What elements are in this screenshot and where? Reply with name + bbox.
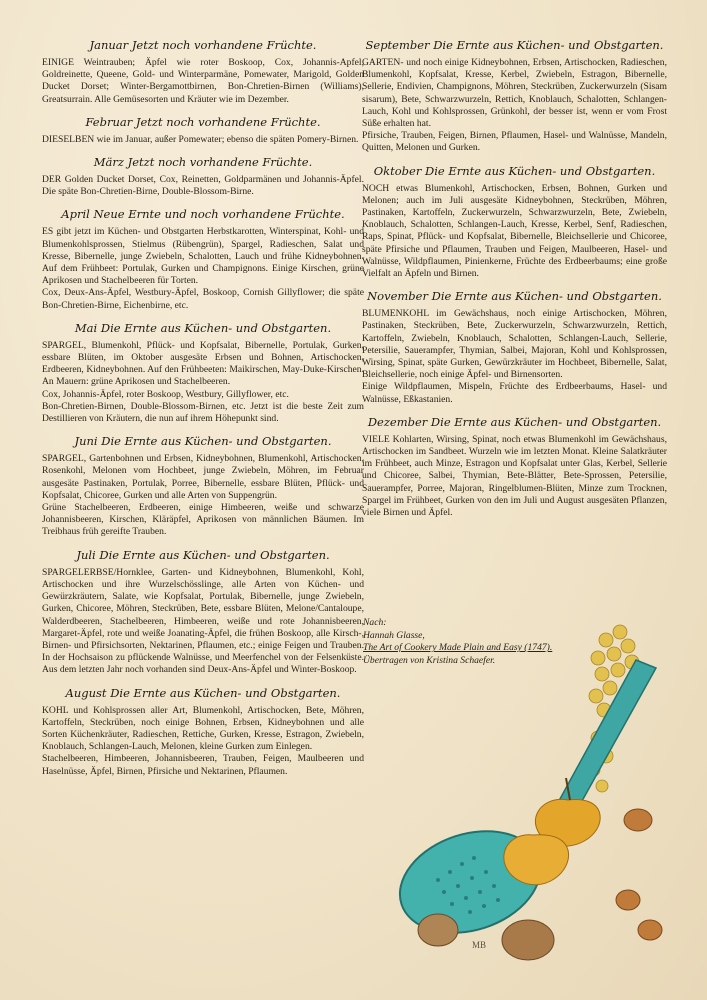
illustrator-signature: MB	[472, 940, 487, 950]
section-heading: Februar Jetzt noch vorhandene Früchte.	[85, 114, 321, 129]
section-heading: Januar Jetzt noch vorhandene Früchte.	[89, 38, 317, 52]
source-line: The Art of Cookery Made Plain and Easy (1747).	[363, 642, 553, 654]
source-line: Nach:	[363, 617, 387, 628]
section-november	[362, 289, 667, 406]
section-text: NOCH etwas Blumenkohl, Artischocken, Erbsen, Bohnen, Gurken und Melonen; auch im Juli ausgesäte Kidneybohnen, Steckrüben, Möhren, Pastinaken, Kartoffeln, Zuckerwurzeln, Schwarzwurzeln, Bete, Zwiebeln, Knoblauch, Schalotten, Schlangen-Lauch, Kresse, Kerbel, Senf, Radieschen, Raps, Spinat, Pflück- und Kopfsalat, Bibernelle, Bleichsellerie und Chicoree, späte Pfirsiche und Pflaumen, Trauben und Feigen, Maulbeeren, Hasel- und Walnüsse, Wildpflaumen, Pinienkerne, Früchte des Erdbeerbaums; eine große Vielfalt an Äpfeln und Birnen.	[362, 182, 667, 280]
section-text: EINIGE Weintrauben; Äpfel wie roter Boskoop, Cox, Johannis-Apfel, Goldreinette, Queene, Gold- und Winterparmäne, Pomewater, Marigold, Golden Ducket Dorset; Winter-Bergamottbirnen, Bon-Chretien-Birnen (Williams), Greatsurrain. Alle Gemüsesorten und Kräuter wie im Dezember.	[42, 57, 364, 105]
section-text: Pfirsiche, Trauben, Feigen, Birnen, Pflaumen, Hasel- und Walnüsse, Mandeln, Quitten, Melonen und Gurken.	[362, 130, 667, 154]
section-text: BLUMENKOHL im Gewächshaus, noch einige Artischocken, Möhren, Pastinaken, Steckrüben, Bete, Zuckerwurzeln, Schwarzwurzeln, Rettich, Kartoffeln, Zwiebeln, Knoblauch, Schalotten, Schlangen-Lauch, Sellerie, Petersilie, Sauerampfer, Thymian, Salbei, Majoran, Kohl und Kohlsprossen, Wirsing, Spinat, späte Gurken, Gewürzkräuter im Hochbeet, Bibernelle, Salat, Bleichsellerie, noch einige Äpfel- und Birnensorten.	[362, 308, 667, 381]
section-text: KOHL und Kohlsprossen aller Art, Blumenkohl, Artischocken, Bete, Möhren, Kartoffeln, Steckrüben, noch einige Bohnen, Erbsen, Kidneybohnen und alle Sorten Küchenkräuter, Radieschen, Rettiche, Gurken, Kresse, Estragon, Zwiebeln, Knoblauch, Schlangen-Lauch, Melonen, kleine Gurken zum Einlegen.	[42, 704, 364, 753]
section-april	[42, 207, 364, 311]
section-heading: Juni Die Ernte aus Küchen- und Obstgarten.	[74, 434, 332, 449]
section-februar	[42, 115, 364, 146]
section-text: SPARGEL, Gartenbohnen und Erbsen, Kidneybohnen, Blumenkohl, Artischocken, Rosenkohl, Melonen vom Hochbeet, junge Zwiebeln, Möhren, im Februar ausgesäte Pastinaken, Portulak, Porree, Bibernelle, essbare Blüten, Pflück- und Kopfsalat, Chicoree, Gurken und alle Arten von Suppengrün.	[42, 453, 364, 501]
section-text: Cox, Johannis-Äpfel, roter Boskoop, Westbury, Gillyflower, etc.	[42, 388, 289, 400]
section-text: Cox, Deux-Ans-Äpfel, Westbury-Äpfel, Boskoop, Cornish Gillyflower; die späte Bon-Chretien-Birne, Eichenbirne, etc.	[42, 287, 364, 311]
section-maerz	[42, 155, 364, 198]
section-heading: Mai Die Ernte aus Küchen- und Obstgarten.	[74, 320, 332, 335]
section-heading: Juli Die Ernte aus Küchen- und Obstgarten.	[76, 547, 330, 562]
source-line: Hannah Glasse,	[363, 629, 425, 641]
section-august	[42, 686, 364, 778]
section-text: Bon-Chretien-Birnen, Double-Blossom-Birnen, etc. Jetzt ist die beste Zeit zum Destillieren von Kräutern, die nun auf ihrem Höhepunkt sind.	[42, 400, 364, 425]
section-text: DER Golden Ducket Dorset, Cox, Reinetten, Goldparmänen und Johannis-Äpfel. Die späte Bon-Chretien-Birne, Double-Blossom-Birne.	[42, 174, 364, 198]
section-text: VIELE Kohlarten, Wirsing, Spinat, noch etwas Blumenkohl im Gewächshaus, Artischocken im Sandbeet. Wurzeln wie im letzten Monat. Kleine Salatkräuter im Frühbeet, auch Minze, Estragon und Kopfsalat unter Glas, Kerbel, Sellerie und Chicoree, Salbei, Thymian, Bete-Blätter, Bete-Sprossen, Petersilie, Sauerampfer, Porree, Majoran, Ringelblumen-Blüten, Minze zum Trocknen, Spargel im Frühbeet, Gurken von den im Juli und August ausgesäten Pflanzen, viele Birnen und Äpfel.	[362, 433, 667, 519]
section-juni	[42, 434, 364, 538]
section-juli	[42, 548, 364, 677]
section-heading: August Die Ernte aus Küchen- und Obstgarten.	[65, 685, 341, 700]
section-text: DIESELBEN wie im Januar, außer Pomewater; ebenso die späten Pomery-Birnen.	[42, 133, 359, 145]
section-september	[362, 38, 667, 155]
section-heading: Oktober Die Ernte aus Küchen- und Obstgarten.	[373, 163, 656, 178]
section-text: Stachelbeeren, Himbeeren, Johannisbeeren, Trauben, Feigen, Maulbeeren und Haselnüsse, Äpfel, Birnen, Pfirsiche und Nektarinen, Pflaumen.	[42, 753, 364, 777]
section-dezember	[362, 415, 667, 519]
section-text: SPARGEL, Blumenkohl, Pflück- und Kopfsalat, Bibernelle, Portulak, Gurken, essbare Blüten, im Oktober ausgesäte Erbsen und Bohnen, Artischocken, Erdbeeren, Kidneybohnen. Auf den Frühbeeten: Maikirschen, May-Duke-Kirschen. An Mauern: grüne Aprikosen und Stachelbeeren.	[42, 339, 364, 388]
section-heading: April Neue Ernte und noch vorhandene Früchte.	[61, 207, 345, 222]
section-heading: November Die Ernte aus Küchen- und Obstgarten.	[367, 289, 662, 304]
section-mai	[42, 321, 364, 425]
section-text: GARTEN- und noch einige Kidneybohnen, Erbsen, Artischocken, Radieschen, Blumenkohl, Kopfsalat, Kresse, Kerbel, Zwiebeln, Estragon, Bibernelle, Sellerie, Endivien, Champignons, Möhren, Steckrüben, Zuckerwurzeln (Sisam sisarum), Bete, Schwarzwurzeln, Rettich, Knoblauch, Schalotten, Schlangen-Lauch, Kohl und Kohlsprossen, Grünkohl, der besser ist, wenn er vom Frost Süße erhalten hat.	[362, 57, 667, 130]
right-column	[362, 38, 667, 528]
section-oktober	[362, 164, 667, 281]
section-heading: März Jetzt noch vorhandene Früchte.	[93, 155, 313, 170]
fruit-ladle-illustration	[388, 610, 688, 980]
section-text: SPARGELERBSE/Hornklee, Garten- und Kidneybohnen, Blumenkohl, Kohl, Artischocken und ihre Wurzelschösslinge, alle Arten von Küchen- und Gewürzkräutern, Salate, wie Kopfsalat, Portulak, Bibernelle, junge Zwiebeln, Gurken, Chicoree, Möhren, Steckrüben, Bete, essbare Blüten, Melone/Cantaloupe, Walderdbeeren, Stachelbeeren, Himbeeren, weiße und rote Johannisbeeren, Margaret-Äpfel, rote und weiße Joanating-Äpfel, die frühen Boskoop, alle Kirsch-, Birnen- und Pfirsichsorten, Nektarinen, Pflaumen, etc.; einige Feigen und Trauben. In der Hochsaison zu pflückende Walnüsse, und Meerfenchel von der Felsenküste. Aus dem letzten Jahr noch vorhanden sind Deux-Ans-Äpfel und Winter-Boskoop.	[42, 566, 364, 676]
section-januar	[42, 38, 364, 106]
left-column	[42, 38, 364, 787]
section-text: Einige Wildpflaumen, Mispeln, Früchte des Erdbeerbaums, Hasel- und Walnüsse, Eßkastanien.	[362, 381, 667, 405]
section-heading: September Die Ernte aus Küchen- und Obstgarten.	[365, 38, 664, 52]
section-heading: Dezember Die Ernte aus Küchen- und Obstgarten.	[367, 414, 662, 429]
section-text: Grüne Stachelbeeren, Erdbeeren, einige Himbeeren, weiße und schwarze Johannisbeeren, Kirschen, Kläräpfel, Aprikosen von männlichen Bäumen. Im Treibhaus früh gereifte Trauben.	[42, 502, 364, 538]
section-text: ES gibt jetzt im Küchen- und Obstgarten Herbstkarotten, Winterspinat, Kohl- und Blumenkohlsprossen, Stielmus (Rübengrün), Spargel, Radieschen, Salat und Kresse, Bibernelle, junge Zwiebeln, Schalotten, Lauch und frühe Kidneybohnen. Auf dem Frühbeet: Portulak, Gurken und Champignons. Einige Kirschen, grüne Aprikosen und Stachelbeeren für Torten.	[42, 226, 364, 287]
source-line: Übertragen von Kristina Schaefer.	[363, 654, 496, 666]
